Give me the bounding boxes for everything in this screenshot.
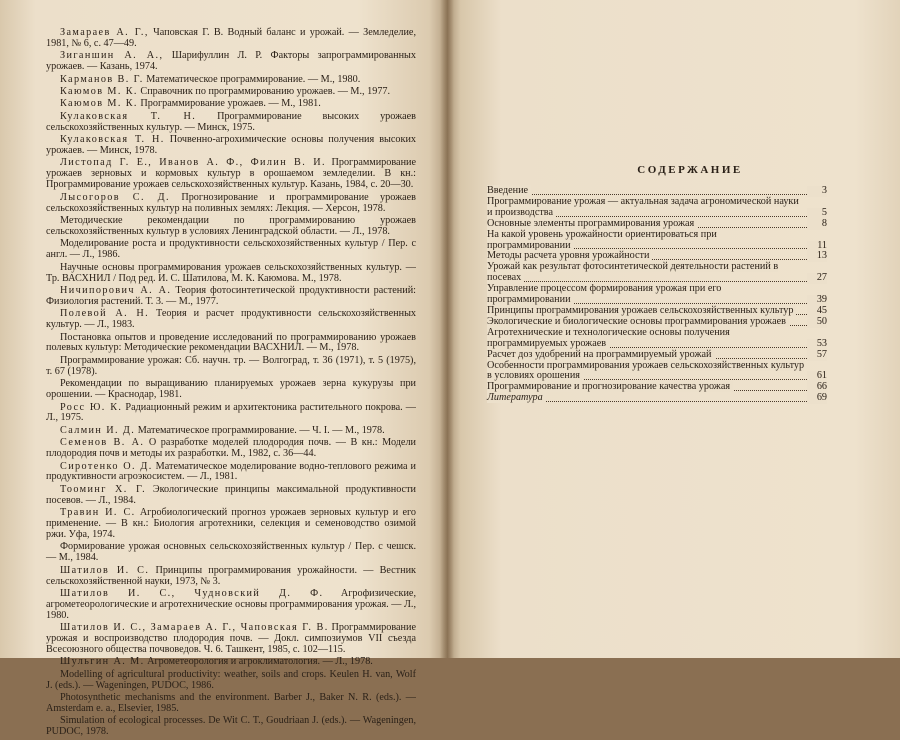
reference-text: Научные основы программирования урожаев сельскохозяйственных культур. — Тр. ВАСХНИЛ / Под ред. И. С. Шатилова, М. К. Каюмова. М., 1978. bbox=[46, 261, 416, 284]
reference-entry bbox=[46, 87, 416, 98]
toc-entry[interactable] bbox=[487, 350, 827, 361]
reference-entry bbox=[46, 309, 416, 331]
reference-entry bbox=[46, 216, 416, 238]
toc-entry[interactable] bbox=[487, 361, 827, 383]
reference-author: Ничипорович А. А. bbox=[60, 284, 172, 296]
reference-text: Агробиологический прогноз урожаев зерновых культур и его применение. — В кн.: Биология агротехники, селекция и семеноводство озимой ржи. Уфа, 1974. bbox=[46, 507, 416, 540]
toc-entry-title: Программирование урожая — актуальная задача агрономической науки и производства bbox=[487, 195, 799, 218]
reference-text: Программирование урожаев зерновых и кормовых культур в орошаемом земледелии. В кн.: Программирование урожаев сельскохозяйственных культур. Казань, 1984, с. 20—30. bbox=[46, 157, 416, 191]
reference-entry bbox=[46, 158, 416, 191]
reference-author: Каюмов М. К. bbox=[60, 86, 138, 98]
reference-entry bbox=[46, 426, 416, 437]
reference-text: Моделирование роста и продуктивности сельскохозяйственных культур / Пер. с англ. — Л., 1986. bbox=[46, 238, 416, 261]
reference-text: Методические рекомендации по программированию урожаев сельскохозяйственных культур в условиях Ленинградской области. — Л., 1978. bbox=[46, 215, 416, 237]
toc-page-number: 39 bbox=[807, 295, 827, 306]
reference-entry bbox=[46, 99, 416, 110]
reference-text: Постановка опытов и проведение исследований по программированию урожаев полевых культур: Методические рекомендации ВАСХНИЛ. — М., 1978. bbox=[46, 331, 416, 354]
toc-page-number: 13 bbox=[807, 251, 827, 262]
reference-text: Теория и расчет продуктивности сельскохозяйственных культур. — Л., 1983. bbox=[46, 308, 417, 331]
reference-author: Росс Ю. К. bbox=[60, 401, 123, 413]
reference-author: Шульгин А. М. bbox=[60, 656, 145, 668]
reference-entry bbox=[46, 379, 416, 401]
reference-text: Агрофизические, агрометеорологические и агротехнические основы программирования урожая. — Л., 1980. bbox=[46, 588, 416, 621]
reference-text: Прогнозирование и программирование урожаев сельскохозяйственных культур на поливных землях: Лекция. — Херсон, 1978. bbox=[46, 191, 416, 214]
table-of-contents bbox=[487, 186, 827, 404]
reference-entry bbox=[46, 716, 416, 738]
reference-author: Листопад Г. Е., Иванов А. Ф., Филин В. И. bbox=[60, 157, 326, 169]
reference-text: Simulation of ecological processes. De Wit C. T., Goudriaan J. (eds.). — Wageningen, PUDOC, 1978. bbox=[46, 715, 416, 738]
toc-entry[interactable] bbox=[487, 328, 827, 350]
left-page bbox=[0, 0, 447, 738]
reference-entry bbox=[46, 508, 416, 541]
reference-entry bbox=[46, 566, 416, 588]
toc-page-number: 45 bbox=[807, 306, 827, 317]
reference-text: Формирование урожая основных сельскохозяйственных культур / Пер. с чешск. — М., 1984. bbox=[46, 541, 416, 564]
reference-text: Программирование урожая и воспроизводство плодородия почв. — Докл. симпозиумов VII съезда Всесоюзного общества почвоведов. Ч. 6. Ташкент, 1985, с. 102—115. bbox=[46, 622, 416, 656]
reference-text: Математическое программирование. — М., 1980. bbox=[143, 73, 361, 85]
reference-entry bbox=[46, 51, 416, 73]
reference-text: Программирование урожаев. — М., 1981. bbox=[137, 98, 321, 110]
reference-author: Кулаковская Т. Н. bbox=[60, 110, 197, 122]
reference-text: Агрометеорология и агроклиматология. — Л., 1978. bbox=[144, 656, 373, 668]
reference-text: Программирование урожая: Сб. научн. тр. — Волгоград, т. 36 (1971), т. 5 (1975), т. 67 (1978). bbox=[46, 354, 416, 377]
toc-page-number: 3 bbox=[807, 186, 827, 197]
toc-page-number: 50 bbox=[807, 317, 827, 328]
reference-author: Каюмов М. К. bbox=[60, 98, 138, 110]
reference-author: Сиротенко О. Д. bbox=[60, 460, 153, 472]
dot-leader bbox=[487, 194, 809, 195]
reference-entry bbox=[46, 193, 416, 215]
reference-entry bbox=[46, 263, 416, 285]
toc-entry-title: Управление процессом формирования урожая при его программировании bbox=[487, 283, 722, 306]
reference-entry bbox=[46, 286, 416, 308]
reference-entry bbox=[46, 28, 416, 50]
toc-page-number: 27 bbox=[807, 273, 827, 284]
reference-entry bbox=[46, 438, 416, 460]
toc-page-number: 61 bbox=[807, 371, 827, 382]
toc-entry-title: Особенности программирования урожаев сельскохозяйственных культур в условиях орошения bbox=[487, 359, 805, 382]
reference-entry bbox=[46, 657, 416, 668]
reference-entry bbox=[46, 135, 416, 157]
reference-author: Карманов В. Г. bbox=[60, 73, 144, 85]
reference-author: Зиганшин А. А., bbox=[60, 50, 164, 62]
reference-text: Modelling of agricultural productivity: weather, soils and crops. Keulen H. van, Wolf J. (eds.). — Wageningen, PUDOC, 1986. bbox=[46, 668, 416, 691]
toc-entry-title: Программирование и прогнозирование качества урожая bbox=[487, 381, 733, 392]
reference-text: Математическое программирование. — Ч. I. — М., 1978. bbox=[135, 424, 385, 436]
reference-author: Шатилов И. С., Замараев А. Г., Чаповская Г. В. bbox=[60, 622, 329, 634]
reference-author: Замараев А. Г., bbox=[60, 27, 149, 38]
toc-entry[interactable] bbox=[487, 284, 827, 306]
toc-entry-title: Литература bbox=[487, 392, 546, 403]
contents-title: СОДЕРЖАНИЕ bbox=[637, 164, 743, 176]
reference-author: Шатилов И. С., Чудновский Д. Ф. bbox=[60, 588, 324, 599]
book-gutter bbox=[440, 0, 454, 658]
reference-entry bbox=[46, 75, 416, 86]
toc-entry[interactable] bbox=[487, 393, 827, 404]
reference-text: О разработке моделей плодородия почв. — В кн.: Модели плодородия почв и методы их разработки. М., 1982, с. 36—44. bbox=[46, 437, 416, 460]
toc-entry-title: На какой уровень урожайности ориентироваться при программировании bbox=[487, 228, 717, 251]
toc-page-number: 53 bbox=[807, 339, 827, 350]
toc-page-number: 57 bbox=[807, 350, 827, 361]
reference-text: Программирование высоких урожаев сельскохозяйственных культур. — Минск, 1975. bbox=[46, 110, 416, 133]
reference-text: Почвенно-агрохимические основы получения высоких урожаев. — Минск, 1978. bbox=[46, 134, 416, 157]
reference-entry bbox=[46, 670, 416, 692]
reference-author: Травин И. С. bbox=[60, 507, 136, 519]
bibliography bbox=[46, 28, 416, 740]
toc-page-number: 11 bbox=[807, 241, 827, 252]
toc-entry-title: Расчет доз удобрений на программируемый урожай bbox=[487, 349, 715, 360]
reference-text: Экологические принципы максимальной продуктивности посевов. — Л., 1984. bbox=[46, 483, 416, 506]
reference-author: Семенов В. А. bbox=[60, 437, 145, 449]
reference-text: Радиационный режим и архитектоника растительного покрова. — Л., 1975. bbox=[46, 401, 416, 424]
toc-entry-title: Агротехнические и технологические основы получения программируемых урожаев bbox=[487, 326, 730, 349]
toc-entry-title: Основные элементы программирования урожая bbox=[487, 218, 697, 229]
reference-text: Математическое моделирование водно-теплового режима и продуктивности агроэкосистем. — Л., 1981. bbox=[46, 460, 416, 483]
toc-entry-title: Экологические и биологические основы программирования урожаев bbox=[487, 316, 789, 327]
toc-entry[interactable] bbox=[487, 219, 827, 230]
toc-entry-title: Методы расчета уровня урожайности bbox=[487, 250, 652, 261]
reference-entry bbox=[46, 112, 416, 134]
toc-entry[interactable] bbox=[487, 230, 827, 252]
reference-text: Принципы программирования урожайности. — Вестник сельскохозяйственной науки, 1973, № 3. bbox=[46, 564, 416, 587]
reference-entry bbox=[46, 333, 416, 355]
reference-author: Тооминг Х. Г. bbox=[60, 483, 147, 495]
reference-entry bbox=[46, 693, 416, 715]
reference-author: Салмин И. Д. bbox=[60, 424, 136, 436]
reference-entry bbox=[46, 589, 416, 622]
toc-entry-title: Введение bbox=[487, 185, 531, 196]
toc-entry[interactable] bbox=[487, 262, 827, 284]
reference-entry bbox=[46, 623, 416, 656]
reference-entry bbox=[46, 356, 416, 378]
reference-text: Photosynthetic mechanisms and the environment. Barber J., Baker N. R. (eds.). — Amsterdam e. a., Elsevier, 1985. bbox=[46, 692, 416, 715]
reference-text: Чаповская Г. В. Водный баланс и урожай. — Земледелие, 1981, № 6, с. 47—49. bbox=[46, 27, 416, 49]
toc-page-number: 5 bbox=[807, 208, 827, 219]
toc-page-number: 66 bbox=[807, 382, 827, 393]
dot-leader bbox=[487, 281, 809, 282]
reference-author: Лысогоров С. Д. bbox=[60, 191, 170, 203]
reference-entry bbox=[46, 485, 416, 507]
reference-text: Рекомендации по выращиванию планируемых урожаев зерна кукурузы при орошении. — Краснодар, 1981. bbox=[46, 378, 416, 401]
toc-entry[interactable] bbox=[487, 197, 827, 219]
reference-text: Справочник по программированию урожаев. — М., 1977. bbox=[137, 86, 391, 98]
reference-entry bbox=[46, 542, 416, 564]
reference-entry bbox=[46, 403, 416, 425]
reference-entry bbox=[46, 462, 416, 484]
toc-entry-title: Урожай как результат фотосинтетической деятельности растений в посевах bbox=[487, 261, 779, 284]
reference-author: Шатилов И. С. bbox=[60, 564, 150, 576]
reference-author: Полевой А. Н. bbox=[60, 308, 150, 320]
reference-text: Теория фотосинтетической продуктивности растений: Физиология растений. Т. 3. — М., 1977. bbox=[46, 284, 416, 307]
toc-page-number: 69 bbox=[807, 393, 827, 404]
toc-page-number: 8 bbox=[807, 219, 827, 230]
reference-author: Кулаковская Т. Н. bbox=[60, 134, 165, 146]
reference-entry bbox=[46, 239, 416, 261]
toc-entry-title: Принципы программирования урожаев сельскохозяйственных культур bbox=[487, 305, 796, 316]
reference-text: Шарифуллин Л. Р. Факторы запрограммированных урожаев. — Казань, 1974. bbox=[46, 50, 416, 73]
